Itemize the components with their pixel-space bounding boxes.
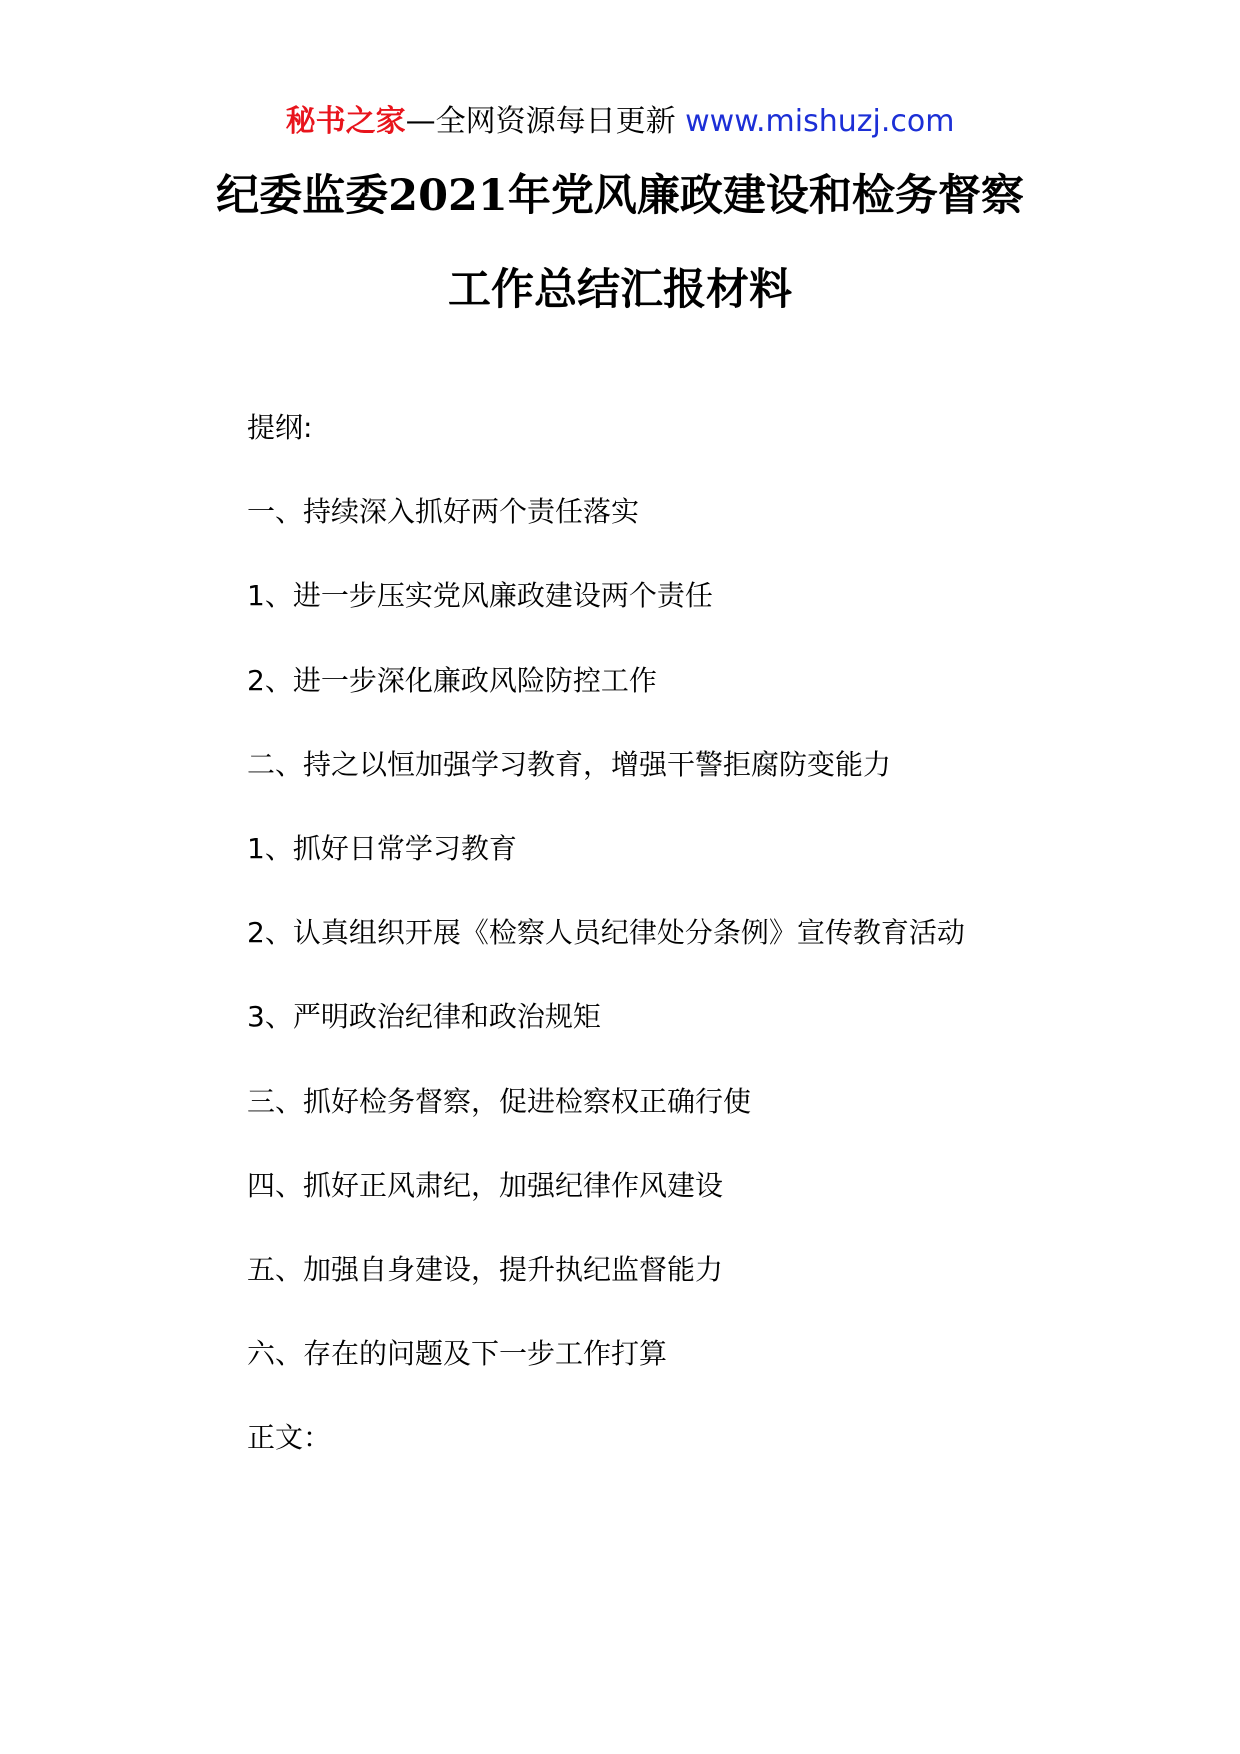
outline-item: 2、进一步深化廉政风险防控工作 [247, 663, 657, 697]
body-heading: 正文： [247, 1421, 332, 1455]
outline-item: 一、持续深入抓好两个责任落实 [247, 495, 640, 529]
outline-item: 2、认真组织开展《检察人员纪律处分条例》宣传教育活动 [247, 916, 965, 950]
document-title-line-2: 工作总结汇报材料 [448, 265, 792, 315]
outline-item: 1、抓好日常学习教育 [247, 831, 517, 865]
site-url-link[interactable]: www.mishuzj.com [685, 104, 955, 139]
outline-item: 3、严明政治纪律和政治规矩 [247, 1000, 601, 1034]
site-header [0, 102, 1240, 142]
outline-item: 四、抓好正风肃纪，加强纪律作风建设 [247, 1168, 724, 1202]
outline-list [247, 408, 1147, 1502]
outline-item: 1、进一步压实党风廉政建设两个责任 [247, 579, 713, 613]
outline-item: 二、持之以恒加强学习教育，增强干警拒腐防变能力 [247, 747, 892, 781]
outline-item: 三、抓好检务督察，促进检察权正确行使 [247, 1084, 752, 1118]
site-tagline: —全网资源每日更新 [405, 104, 676, 139]
document-title-line-1: 纪委监委2021年党风廉政建设和检务督察 [216, 171, 1024, 221]
site-name: 秘书之家 [285, 104, 406, 139]
outline-item: 五、加强自身建设，提升执纪监督能力 [247, 1252, 724, 1286]
outline-item: 六、存在的问题及下一步工作打算 [247, 1337, 668, 1371]
outline-heading: 提纲: [247, 411, 313, 444]
